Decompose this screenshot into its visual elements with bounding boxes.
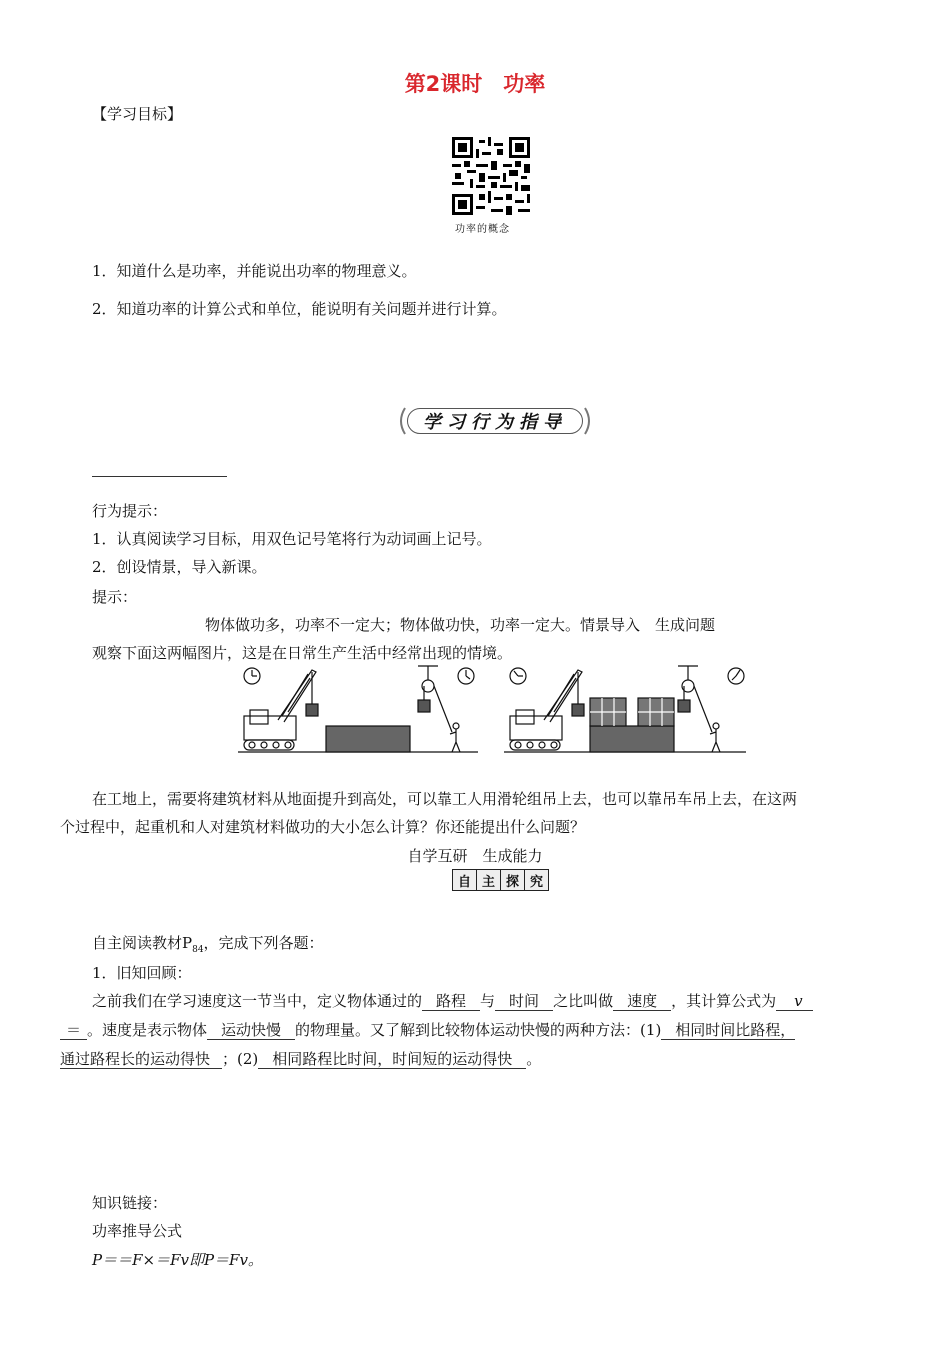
link-heading: 知识链接：	[92, 1194, 168, 1212]
qr-code-image	[452, 137, 530, 215]
behavior-item-1: 1．认真阅读学习目标，用双色记号笔将行为动词画上记号。	[92, 530, 492, 548]
banner2-char: 究	[525, 870, 548, 890]
behavior-heading: 行为提示：	[92, 502, 168, 520]
objectives-heading: 【学习目标】	[92, 105, 183, 123]
objective-2: 2．知道功率的计算公式和单位，能说明有关问题并进行计算。	[92, 300, 507, 318]
scenario-line-1: 在工地上，需要将建筑材料从地面提升到高处，可以靠工人用滑轮组吊上去，也可以靠吊车吊上去，在这两	[92, 790, 798, 808]
reading-intro-text: 自主阅读教材P	[92, 934, 193, 952]
observe-text: 观察下面这两幅图片，这是在日常生产生活中经常出现的情境。	[92, 644, 513, 662]
divider-line	[92, 476, 227, 477]
page-number: 84	[192, 945, 204, 955]
qr-caption: 功率的概念	[455, 224, 510, 235]
text-run: 与	[480, 992, 496, 1010]
review-line-1	[92, 990, 813, 1011]
behavior-item-2: 2．创设情景，导入新课。	[92, 558, 267, 576]
section-banner-self-study	[452, 869, 549, 891]
blank-distance: 路程	[422, 992, 480, 1011]
reading-intro-end: ，完成下列各题：	[203, 934, 324, 952]
section2-title: 自学互研 生成能力	[407, 847, 543, 865]
text-run: 之前我们在学习速度这一节当中，定义物体通过的	[92, 992, 423, 1010]
text-run: 之比叫做	[553, 992, 614, 1010]
banner-text: 学习行为指导	[423, 412, 567, 433]
blank-speed: 速度	[613, 992, 671, 1011]
blank-method-2: 相同路程比时间，时间短的运动得快	[258, 1050, 526, 1069]
blank-method-1: 相同时间比路程，	[661, 1021, 795, 1040]
power-formula: P＝＝F×＝Fv即P＝Fv。	[92, 1251, 263, 1269]
blank-formula-eq: ＝	[60, 1021, 87, 1040]
section-banner-learning-guide	[395, 404, 595, 438]
banner2-char: 自	[453, 870, 477, 890]
reading-intro	[92, 932, 324, 955]
review-line-3	[60, 1048, 541, 1069]
banner2-char: 探	[501, 870, 525, 890]
text-run: ；(2)	[222, 1050, 259, 1068]
review-title: 1．旧知回顾：	[92, 964, 192, 982]
blank-method-1-cont: 通过路程长的运动得快	[60, 1050, 222, 1069]
review-line-2	[60, 1019, 795, 1040]
text-run: 。速度是表示物体	[87, 1021, 208, 1039]
text-run: 。	[526, 1050, 542, 1068]
text-run: 的物理量。又了解到比较物体运动快慢的两种方法：(1)	[295, 1021, 662, 1039]
hint-text: 物体做功多，功率不一定大；物体做功快，功率一定大。情景导入 生成问题	[205, 616, 716, 634]
blank-time: 时间	[495, 992, 553, 1011]
objective-1: 1．知道什么是功率，并能说出功率的物理意义。	[92, 262, 417, 280]
link-subheading: 功率推导公式	[92, 1222, 183, 1240]
scenario-line-2: 个过程中，起重机和人对建筑材料做功的大小怎么计算？你还能提出什么问题？	[60, 818, 586, 836]
crane-and-worker-illustration	[238, 664, 746, 756]
blank-formula-v: v	[776, 992, 812, 1011]
hint-label: 提示：	[92, 588, 138, 606]
banner2-char: 主	[477, 870, 501, 890]
text-run: ，其计算公式为	[671, 992, 777, 1010]
blank-motion-speed: 运动快慢	[207, 1021, 295, 1040]
page-title: 第2课时 功率	[404, 72, 546, 96]
